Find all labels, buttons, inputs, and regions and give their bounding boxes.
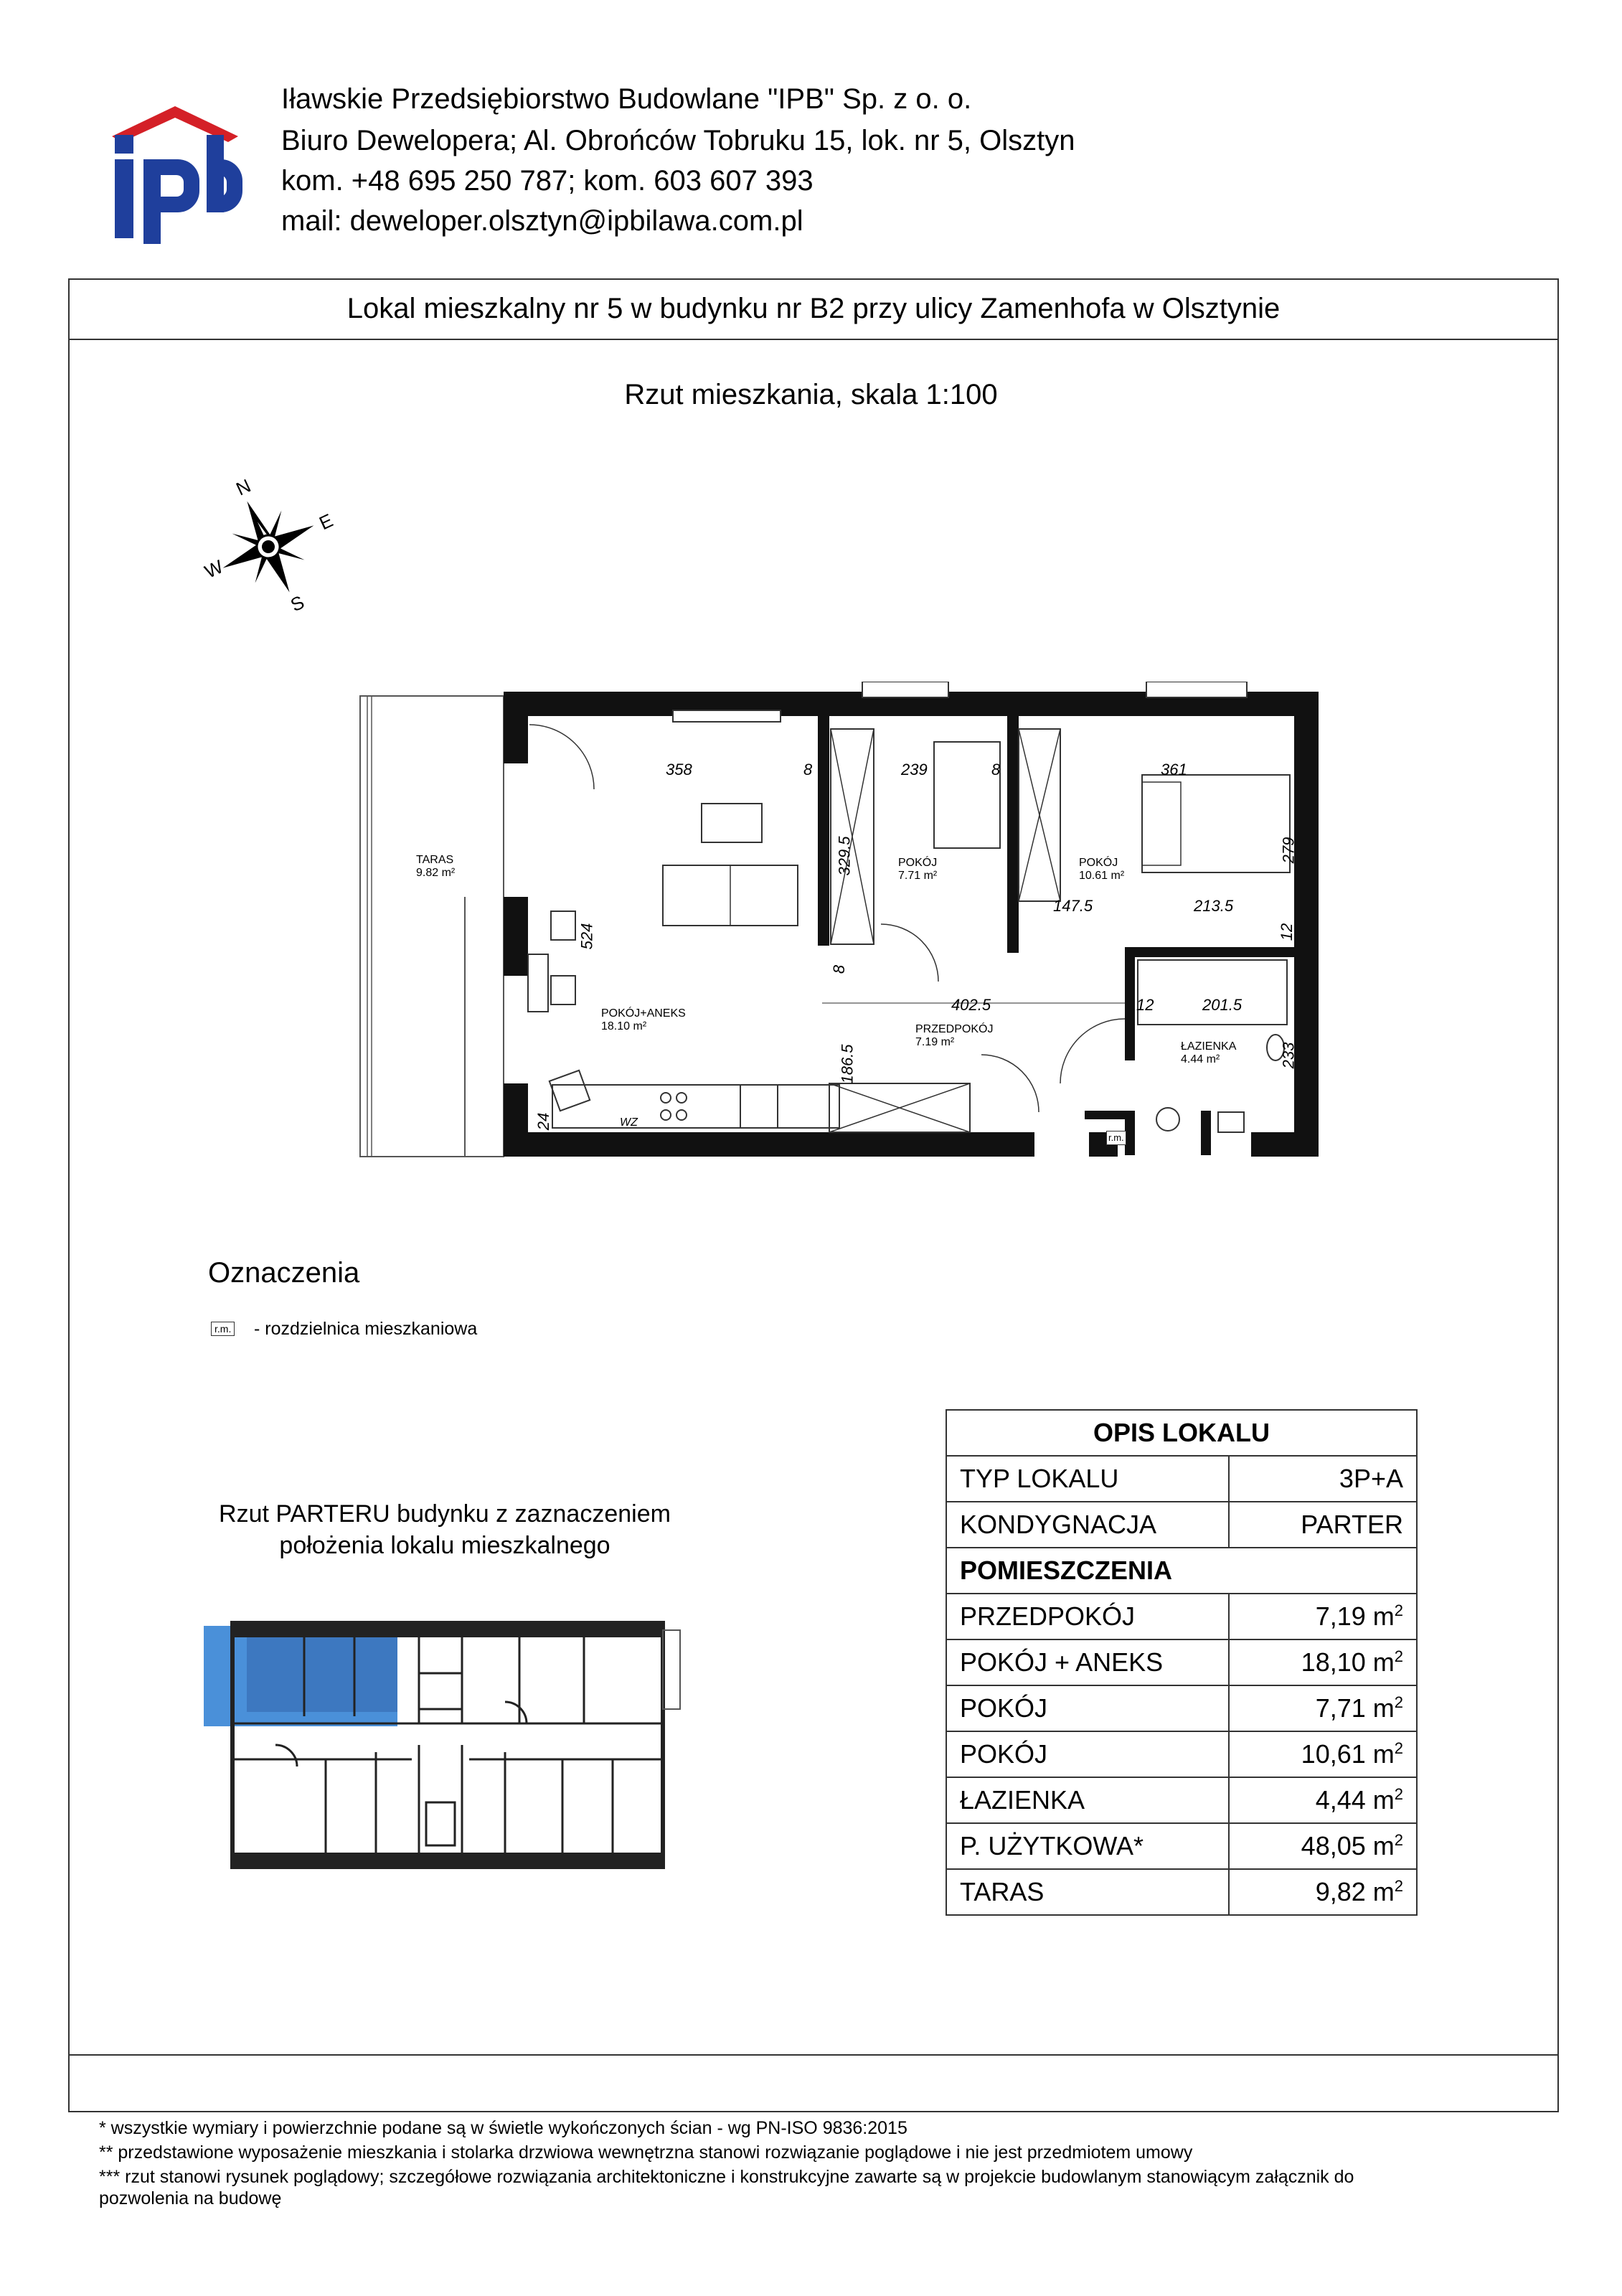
rm-symbol: r.m. bbox=[1106, 1131, 1126, 1145]
compass-e: E bbox=[316, 509, 336, 535]
room-pokoj-aneks-name: POKÓJ+ANEKS bbox=[601, 1007, 686, 1020]
room-pokoj1-area: 7.71 m² bbox=[898, 870, 938, 882]
row-label: KONDYGNACJA bbox=[946, 1502, 1229, 1548]
row-label: ŁAZIENKA bbox=[946, 1777, 1229, 1823]
dim-label: 213.5 bbox=[1194, 897, 1234, 915]
row-value: PARTER bbox=[1229, 1502, 1417, 1548]
parter-caption-line1: Rzut PARTERU budynku z zaznaczeniem bbox=[219, 1500, 671, 1528]
section-header: POMIESZCZENIA bbox=[946, 1548, 1417, 1594]
row-value: 10,61 $m^2$ bbox=[1229, 1731, 1417, 1777]
dim-label: 402.5 bbox=[951, 996, 991, 1014]
room-lazienka-name: ŁAZIENKA bbox=[1181, 1040, 1237, 1053]
legend-symbol: r.m. bbox=[211, 1322, 235, 1336]
dim-label: 12 bbox=[1136, 996, 1154, 1014]
company-name: Iławskie Przedsiębiorstwo Budowlane "IPB" Sp. z o. o. bbox=[281, 83, 972, 115]
dim-label: 358 bbox=[666, 761, 692, 778]
company-logo bbox=[99, 100, 251, 244]
row-value: 4,44 $m^2$ bbox=[1229, 1777, 1417, 1823]
row-label: POKÓJ bbox=[946, 1685, 1229, 1731]
room-pokoj1-name: POKÓJ bbox=[898, 857, 938, 869]
row-value: 48,05 $m^2$ bbox=[1229, 1823, 1417, 1869]
row-label: POKÓJ bbox=[946, 1731, 1229, 1777]
email-line[interactable]: mail: deweloper.olsztyn@ipbilawa.com.pl bbox=[281, 205, 803, 237]
row-value: 7,19 $m^2$ bbox=[1229, 1594, 1417, 1639]
dim-label: 239 bbox=[901, 761, 928, 778]
opis-lokalu-table bbox=[946, 1409, 1418, 1916]
dim-label: 24 bbox=[534, 1112, 553, 1131]
table-row bbox=[946, 1639, 1417, 1685]
parter-caption-line2: położenia lokalu mieszkalnego bbox=[279, 1532, 610, 1559]
table-row bbox=[946, 1594, 1417, 1639]
footer-divider bbox=[68, 2054, 1559, 2056]
row-label: TYP LOKALU bbox=[946, 1456, 1229, 1502]
table-row bbox=[946, 1823, 1417, 1869]
dim-label: 279 bbox=[1279, 837, 1298, 864]
room-pokoj-aneks-area: 18.10 m² bbox=[601, 1020, 647, 1032]
office-address: Biuro Dewelopera; Al. Obrońców Tobruku 15, lok. nr 5, Olsztyn bbox=[281, 125, 1075, 156]
room-przedpokoj-name: PRZEDPOKÓJ bbox=[915, 1023, 994, 1035]
footnote-3: *** rzut stanowi rysunek poglądowy; szczegółowe rozwiązania architektoniczne i konstrukcyjne zawarte są w projekcie budowlanym stanowiącym załącznik do bbox=[99, 2167, 1354, 2187]
room-taras-name: TARAS bbox=[416, 854, 454, 866]
parter-plan bbox=[204, 1616, 684, 1881]
table-row bbox=[946, 1777, 1417, 1823]
footnote-2: ** przedstawione wyposażenie mieszkania i stolarka drzwiowa wewnętrzna stanowi rozwiązanie poglądowe i nie jest przedmiotem umowy bbox=[99, 2142, 1193, 2163]
room-taras-area: 9.82 m² bbox=[416, 867, 456, 879]
row-value: 3P+A bbox=[1229, 1456, 1417, 1502]
row-label: POKÓJ + ANEKS bbox=[946, 1639, 1229, 1685]
room-przedpokoj-area: 7.19 m² bbox=[915, 1036, 955, 1048]
table-row bbox=[946, 1502, 1417, 1548]
opis-title: OPIS LOKALU bbox=[946, 1410, 1417, 1456]
room-lazienka-area: 4.44 m² bbox=[1181, 1053, 1220, 1065]
dim-label: 329.5 bbox=[835, 836, 854, 876]
room-pokoj2-name: POKÓJ bbox=[1079, 857, 1118, 869]
table-row bbox=[946, 1869, 1417, 1915]
dim-label: 361 bbox=[1161, 761, 1187, 778]
row-label: TARAS bbox=[946, 1869, 1229, 1915]
dim-label: 8 bbox=[991, 761, 1001, 778]
dim-label: 12 bbox=[1278, 923, 1296, 941]
table-row bbox=[946, 1731, 1417, 1777]
row-label: P. UŻYTKOWA* bbox=[946, 1823, 1229, 1869]
dim-label: 8 bbox=[803, 761, 813, 778]
table-row bbox=[946, 1685, 1417, 1731]
compass-s: S bbox=[287, 591, 308, 616]
row-label: PRZEDPOKÓJ bbox=[946, 1594, 1229, 1639]
row-value: 9,82 $m^2$ bbox=[1229, 1869, 1417, 1915]
floor-plan bbox=[350, 682, 1340, 1177]
table-row bbox=[946, 1456, 1417, 1502]
row-value: 18,10 $m^2$ bbox=[1229, 1639, 1417, 1685]
row-value: 7,71 $m^2$ bbox=[1229, 1685, 1417, 1731]
dim-label: 147.5 bbox=[1053, 897, 1093, 915]
compass-w: W bbox=[201, 555, 227, 583]
page-title: Lokal mieszkalny nr 5 w budynku nr B2 przy ulicy Zamenhofa w Olsztynie bbox=[68, 278, 1559, 340]
legend-title: Oznaczenia bbox=[208, 1257, 360, 1289]
dim-label: 233 bbox=[1279, 1042, 1298, 1069]
phone-numbers: kom. +48 695 250 787; kom. 603 607 393 bbox=[281, 165, 814, 197]
dim-label: 186.5 bbox=[838, 1044, 857, 1084]
plan-subtitle: Rzut mieszkania, skala 1:100 bbox=[624, 379, 998, 410]
footnote-1: * wszystkie wymiary i powierzchnie podane są w świetle wykończonych ścian - wg PN-ISO 9836:2015 bbox=[99, 2118, 907, 2138]
wz-label: WZ bbox=[620, 1116, 638, 1129]
room-pokoj2-area: 10.61 m² bbox=[1079, 870, 1125, 882]
dim-label: 201.5 bbox=[1202, 996, 1243, 1014]
parter-caption bbox=[179, 1498, 710, 1561]
dim-label: 8 bbox=[830, 964, 849, 974]
dim-label: 524 bbox=[577, 923, 596, 950]
footnote-4: pozwolenia na budowę bbox=[99, 2188, 282, 2208]
compass-rose-icon bbox=[192, 474, 350, 617]
legend-text: - rozdzielnica mieszkaniowa bbox=[254, 1319, 478, 1339]
compass-n: N bbox=[232, 474, 255, 500]
